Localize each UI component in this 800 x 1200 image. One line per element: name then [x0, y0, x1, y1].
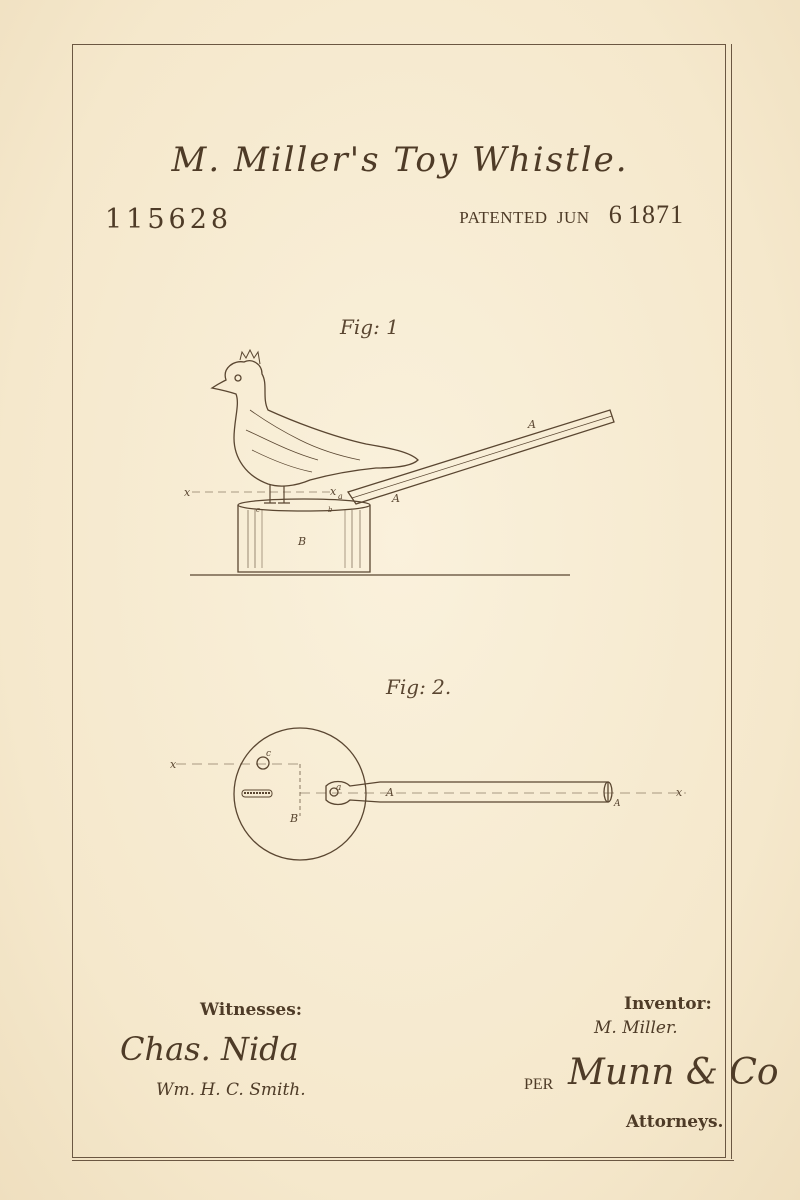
patent-number: 115628: [105, 204, 233, 235]
attorney-signature: Munn & Co: [568, 1052, 779, 1093]
fig1-letter-a-top: A: [528, 418, 536, 431]
witness-1-signature: Chas. Nida: [120, 1030, 299, 1068]
inventor-heading: Inventor:: [624, 994, 712, 1014]
fig2-letter-a-right: A: [614, 799, 621, 809]
fig2-letter-x-left: x: [170, 758, 177, 771]
inventor-signature: M. Miller.: [594, 1018, 678, 1038]
fig2-letter-a-big: A: [386, 786, 394, 799]
fig1-letter-b-small: b: [328, 506, 333, 514]
attorneys-heading: Attorneys.: [626, 1112, 724, 1132]
fig2-label: Fig: 2.: [386, 675, 452, 699]
fig1-letter-x-right: x: [330, 485, 337, 498]
fig2-letter-b: B: [290, 812, 299, 825]
patent-month: JUN: [556, 208, 590, 227]
fig1-letter-a-lower: A: [392, 492, 400, 505]
fig1-letter-x-left: x: [184, 486, 191, 499]
fig2-letter-c: c: [266, 749, 272, 759]
fig2-letter-x-right: x: [676, 786, 683, 799]
witnesses-heading: Witnesses:: [200, 1000, 303, 1020]
fig1-label: Fig: 1: [340, 315, 399, 339]
fig1-letter-c: c: [256, 506, 260, 514]
witness-2-signature: Wm. H. C. Smith.: [156, 1080, 306, 1100]
fig2-letter-a: a: [336, 783, 342, 793]
patent-title: M. Miller's Toy Whistle.: [171, 140, 629, 180]
fig1-letter-b: B: [298, 535, 307, 548]
patented-word: PATENTED: [459, 208, 548, 227]
per-label: PER: [524, 1076, 554, 1093]
fig1-letter-a-small: a: [338, 492, 343, 501]
patent-year: 1871: [628, 200, 684, 229]
patent-day: 6: [608, 200, 623, 229]
